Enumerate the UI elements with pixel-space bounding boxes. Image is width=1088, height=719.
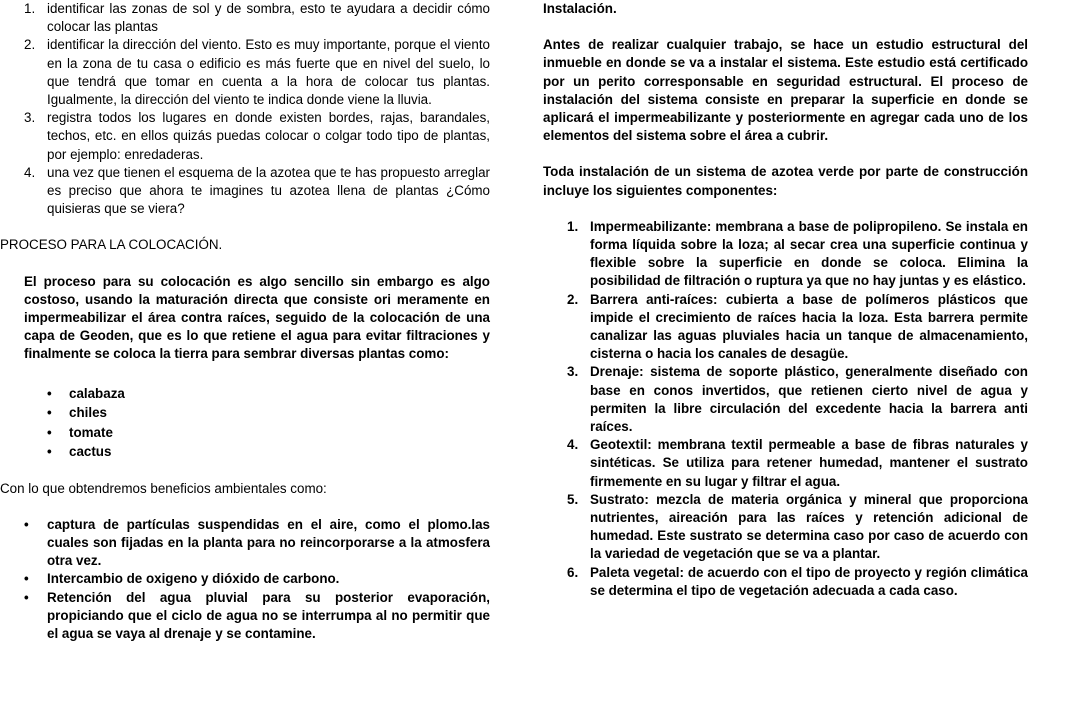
list-item-text: Impermeabilizante: membrana a base de polipropileno. Se instala en forma líquida sobre la loza; al secar crea una superficie continua y flexible sobre la superficie en donde se coloca. Elimina la posibilidad de filtración o ruptura ya que no hay juntas y es elástico.: [590, 218, 1028, 289]
list-item-text: Sustrato: mezcla de materia orgánica y mineral que proporciona nutrientes, aireación para las raíces y retención adicional de humedad. Este sustrato se determina caso por caso de acuerdo con la variedad de vegetación que se va a plantar.: [590, 491, 1028, 562]
list-item: [0, 109, 490, 164]
list-marker: 6.: [567, 564, 579, 580]
list-item: [543, 363, 1028, 436]
list-item-text: Drenaje: sistema de soporte plástico, generalmente diseñado con base en conos invertidos, que retienen cierto nivel de agua y permiten la libre circulación del excedente hacia la barrera anti raíces.: [590, 364, 1028, 435]
list-marker: 3.: [567, 364, 579, 380]
list-item: [0, 589, 490, 644]
benefits-list: [0, 516, 490, 643]
list-item-text: cactus: [69, 444, 112, 460]
list-item: [543, 291, 1028, 364]
section-heading: PROCESO PARA LA COLOCACIÓN.: [0, 237, 223, 253]
list-item-text: Intercambio de oxigeno y dióxido de carbono.: [47, 571, 340, 587]
list-item: [0, 36, 490, 109]
list-marker: 1.: [24, 1, 36, 16]
list-item: [0, 516, 490, 571]
list-item-text: una vez que tienen el esquema de la azotea que te has propuesto arreglar es preciso que ahora te imagines tu azotea llena de plantas ¿Cómo quisieras que se viera?: [47, 164, 490, 217]
list-item-text: Barrera anti-raíces: cubierta a base de polímeros plásticos que impide el crecimiento de raíces hacia la loza. Esta barrera permite canalizar las aguas pluviales hacia un tanque de almacenamiento, cisterna o hacia los canales de desagüe.: [590, 291, 1028, 362]
list-item-text: captura de partículas suspendidas en el aire, como el plomo.las cuales son fijadas en la planta para no reincorporarse a la atmosfera otra vez.: [47, 516, 490, 569]
components-intro: Toda instalación de un sistema de azotea verde por parte de construcción incluye los siguientes componentes:: [543, 164, 1028, 198]
list-marker: 3.: [24, 110, 36, 126]
observation-steps-list: [0, 0, 490, 218]
list-item: [0, 0, 490, 36]
list-item: [543, 491, 1028, 564]
plants-list: [0, 384, 490, 462]
left-column: [0, 0, 490, 643]
bullet-icon: •: [24, 589, 29, 605]
list-marker: 1.: [567, 218, 579, 234]
list-item: [0, 403, 490, 423]
list-item-text: Retención del agua pluvial para su posterior evaporación, propiciando que el ciclo de agua no se interrumpa al no permitir que el agua se vaya al drenaje y se contamine.: [47, 589, 490, 642]
list-item-text: calabaza: [69, 385, 125, 401]
right-column: [543, 0, 1028, 600]
installation-paragraph: Antes de realizar cualquier trabajo, se hace un estudio estructural del inmueble en donde se va a instalar el sistema. Este estudio está certificado por un perito corresponsable en seguridad estructural. El proceso de instalación del sistema consiste en preparar la superficie en donde se aplicará el impermeabilizante y posteriormente en agregar cada uno de los elementos del sistema sobre el área a cubrir.: [543, 37, 1028, 144]
list-item: [543, 564, 1028, 600]
list-item-text: tomate: [69, 424, 113, 440]
bullet-icon: •: [47, 424, 52, 440]
benefits-intro: Con lo que obtendremos beneficios ambientales como:: [0, 480, 327, 496]
list-item: [0, 570, 490, 588]
list-marker: 2.: [24, 37, 36, 53]
list-item-text: identificar las zonas de sol y de sombra, esto te ayudara a decidir cómo colocar las plantas: [47, 1, 490, 35]
bullet-icon: •: [47, 444, 52, 460]
list-item: [543, 436, 1028, 491]
list-item-text: registra todos los lugares en donde existen bordes, rajas, barandales, techos, etc. en ellos quizás puedas colocar o colgar todo tipo de plantas, por ejemplo: enredaderas.: [47, 110, 490, 162]
bullet-icon: •: [47, 405, 52, 421]
list-item: [0, 384, 490, 404]
list-item-text: chiles: [69, 405, 107, 421]
list-item: [543, 218, 1028, 291]
list-item-text: Geotextil: membrana textil permeable a base de fibras naturales y sintéticas. Se utiliza para retener humedad, mantener el sustrato firmemente en su lugar y filtrar el agua.: [590, 437, 1028, 489]
list-item-text: identificar la dirección del viento. Esto es muy importante, porque el viento en la zona de tu casa o edificio es más fuerte que en nivel del suelo, lo que tendrá que tomar en cuenta a la hora de colocar tus plantas. Igualmente, la dirección del viento te indica donde viene la lluvia.: [47, 37, 490, 108]
section-heading: Instalación.: [543, 1, 617, 16]
list-marker: 2.: [567, 291, 579, 307]
list-marker: 4.: [24, 164, 36, 180]
components-list: [543, 218, 1028, 600]
bullet-icon: •: [47, 385, 52, 401]
bullet-icon: •: [24, 571, 29, 587]
list-item: [0, 423, 490, 443]
list-item-text: Paleta vegetal: de acuerdo con el tipo de proyecto y región climática se determina el tipo de vegetación adecuada a cada caso.: [590, 564, 1028, 598]
list-marker: 5.: [567, 491, 579, 507]
list-item: [0, 442, 490, 462]
list-item: [0, 164, 490, 219]
list-marker: 4.: [567, 437, 579, 453]
bullet-icon: •: [24, 516, 29, 532]
process-paragraph: El proceso para su colocación es algo sencillo sin embargo es algo costoso, usando la maturación directa que consiste ori meramente en impermeabilizar el área contra raíces, seguido de la colocación de una capa de Geoden, que es lo que retiene el agua para evitar filtraciones y finalmente se coloca la tierra para sembrar diversas plantas como:: [24, 273, 490, 362]
